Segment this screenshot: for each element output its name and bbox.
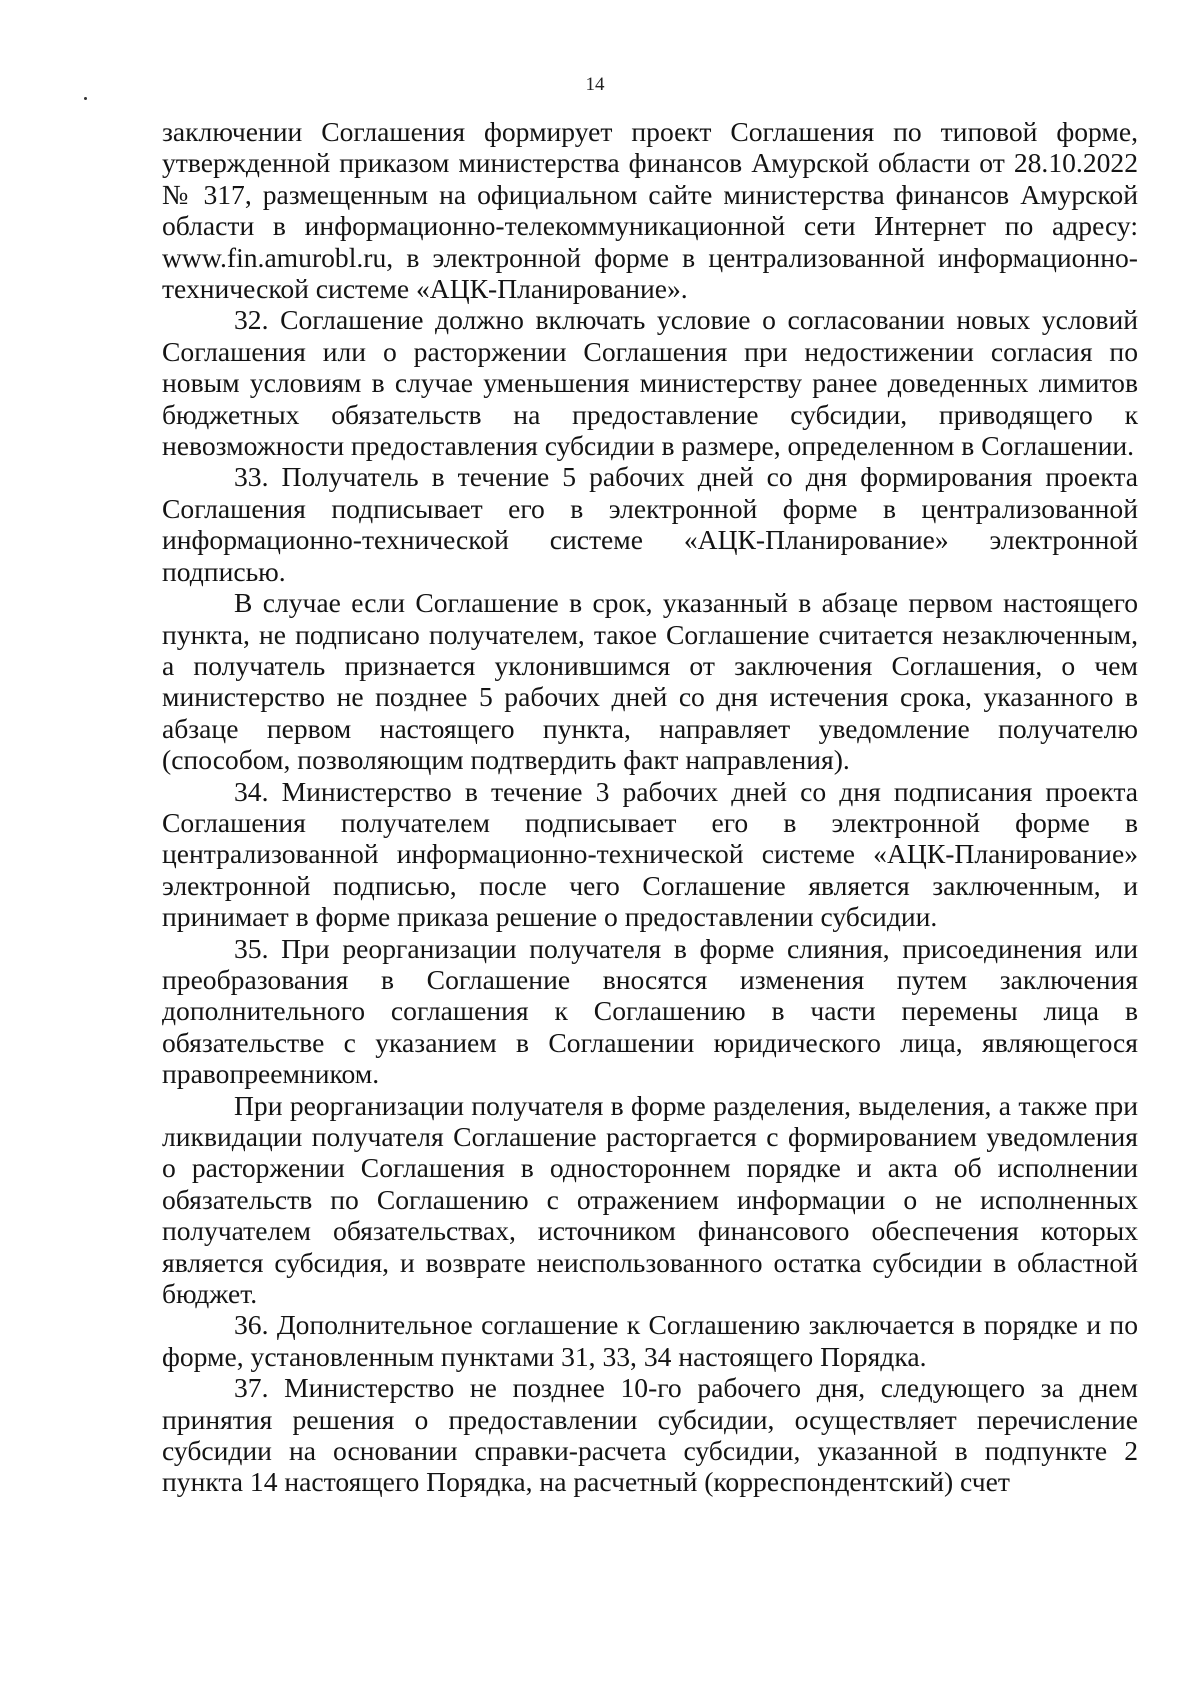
paragraph-item-33-second: В случае если Соглашение в срок, указанный в абзаце первом настоящего пункта, не подписано получателем, такое Соглашение считается незаключенным, а получатель признается уклонившимся от заключения Соглашения, о чем министерство не позднее 5 рабочих дней со дня истечения срока, указанного в абзаце первом настоящего пункта, направляет уведомление получателю (способом, позволяющим подтвердить факт направления). <box>162 587 1138 776</box>
document-body <box>162 116 1138 1498</box>
paragraph-item-36: 36. Дополнительное соглашение к Соглашению заключается в порядке и по форме, установленным пунктами 31, 33, 34 настоящего Порядка. <box>162 1309 1138 1372</box>
paragraph-item-35-second: При реорганизации получателя в форме разделения, выделения, а также при ликвидации получателя Соглашение расторгается с формированием уведомления о расторжении Соглашения в одностороннем порядке и акта об исполнении обязательств по Соглашению с отражением информации о не исполненных получателем обязательствах, источником финансового обеспечения которых является субсидия, и возврате неиспользованного остатка субсидии в областной бюджет. <box>162 1089 1138 1310</box>
paragraph-item-35: 35. При реорганизации получателя в форме слияния, присоединения или преобразования в Соглашение вносятся изменения путем заключения дополнительного соглашения к Соглашению в части перемены лица в обязательстве с указанием в Соглашении юридического лица, являющегося правопреемником. <box>162 932 1138 1090</box>
scan-speck <box>84 97 87 100</box>
paragraph-continuation: заключении Соглашения формирует проект Соглашения по типовой форме, утвержденной приказом министерства финансов Амурской области от 28.10.2022 № 317, размещенным на официальном сайте министерства финансов Амурской области в информационно-телекоммуникационной сети Интернет по адресу: www.fin.amurobl.ru, в электронной форме в централизованной информационно-технической системе «АЦК-Планирование». <box>162 116 1138 305</box>
paragraph-item-37: 37. Министерство не позднее 10-го рабочего дня, следующего за днем принятия решения о предоставлении субсидии, осуществляет перечисление субсидии на основании справки-расчета субсидии, указанной в подпункте 2 пункта 14 настоящего Порядка, на расчетный (корреспондентский) счет <box>162 1372 1138 1498</box>
paragraph-item-33: 33. Получатель в течение 5 рабочих дней со дня формирования проекта Соглашения подписывает его в электронной форме в централизованной информационно-технической системе «АЦК-Планирование» электронной подписью. <box>162 461 1138 587</box>
paragraph-item-34: 34. Министерство в течение 3 рабочих дней со дня подписания проекта Соглашения получателем подписывает его в электронной форме в централизованной информационно-технической системе «АЦК-Планирование» электронной подписью, после чего Соглашение является заключенным, и принимает в форме приказа решение о предоставлении субсидии. <box>162 775 1138 933</box>
paragraph-item-32: 32. Соглашение должно включать условие о согласовании новых условий Соглашения или о расторжении Соглашения при недостижении согласия по новым условиям в случае уменьшения министерству ранее доведенных лимитов бюджетных обязательств на предоставление субсидии, приводящего к невозможности предоставления субсидии в размере, определенном в Соглашении. <box>162 304 1138 462</box>
page-number: 14 <box>585 74 605 95</box>
